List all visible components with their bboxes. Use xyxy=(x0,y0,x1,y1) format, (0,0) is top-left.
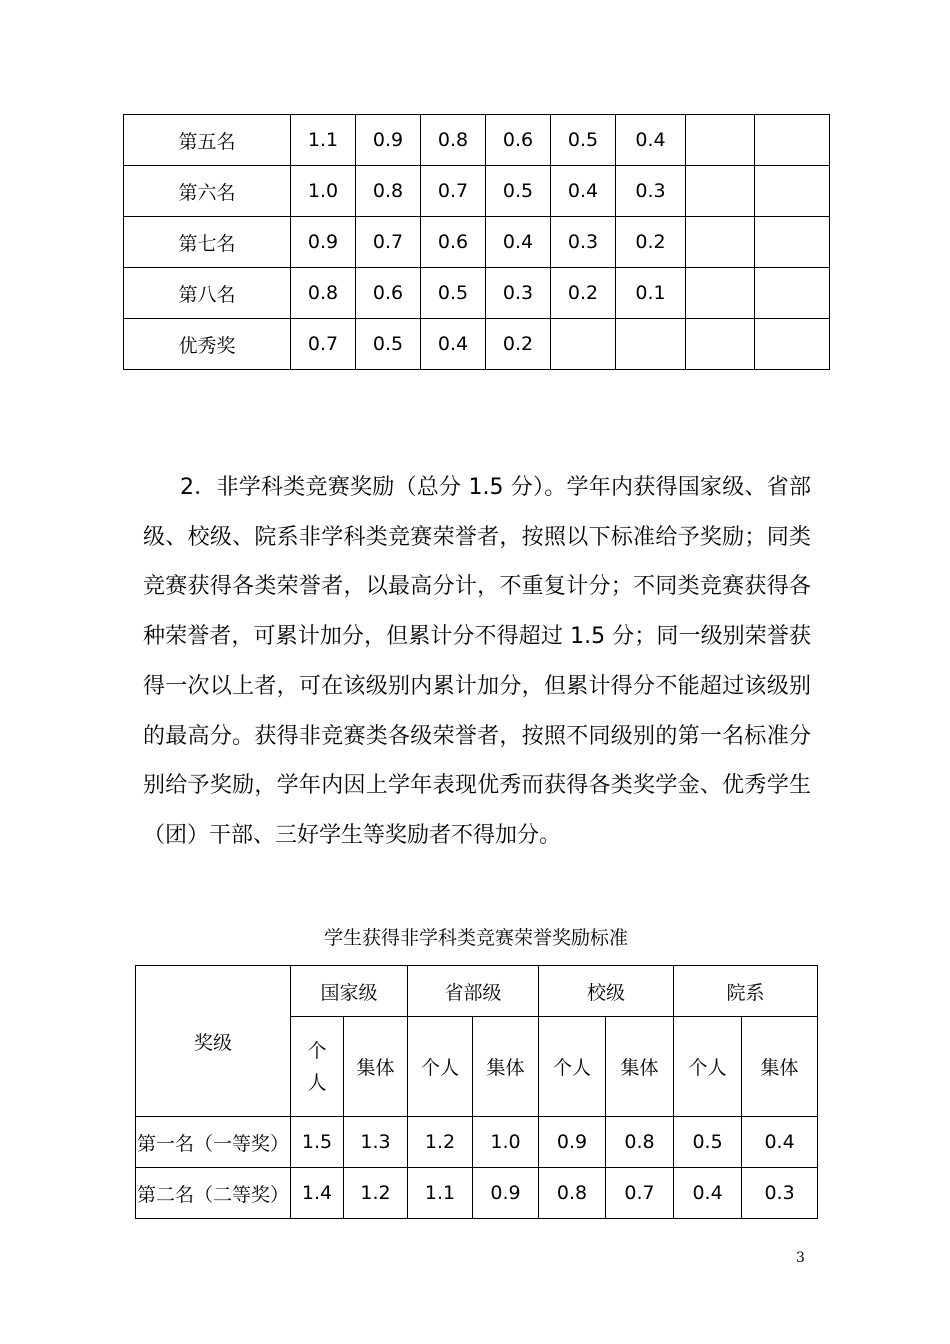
level-header: 校级 xyxy=(539,966,674,1017)
table-cell: 0.9 xyxy=(291,217,356,268)
table-cell xyxy=(755,217,830,268)
table-cell: 1.2 xyxy=(344,1168,408,1219)
table-cell: 1.1 xyxy=(291,115,356,166)
table-cell: 0.8 xyxy=(421,115,486,166)
table-cell: 0.7 xyxy=(606,1168,674,1219)
table-cell xyxy=(686,217,755,268)
table-cell xyxy=(686,115,755,166)
table-cell xyxy=(755,268,830,319)
table-cell: 0.5 xyxy=(486,166,551,217)
subheader-cell: 个人 xyxy=(539,1017,606,1117)
table-cell: 1.3 xyxy=(344,1117,408,1168)
table-cell xyxy=(686,166,755,217)
subheader-label: 个人 xyxy=(307,1039,327,1094)
table-cell: 1.2 xyxy=(408,1117,473,1168)
table-row xyxy=(124,115,830,166)
table-row xyxy=(136,1168,818,1219)
subheader-cell: 个人 xyxy=(408,1017,473,1117)
level-header: 院系 xyxy=(674,966,818,1017)
table-row xyxy=(124,268,830,319)
table-cell: 0.1 xyxy=(616,268,686,319)
table-cell: 0.6 xyxy=(486,115,551,166)
table-cell xyxy=(686,268,755,319)
table-cell: 0.4 xyxy=(486,217,551,268)
row-label: 第五名 xyxy=(124,115,291,166)
table-cell: 0.2 xyxy=(551,268,616,319)
row-label: 第八名 xyxy=(124,268,291,319)
non-academic-award-table xyxy=(135,965,818,1219)
table-cell: 0.3 xyxy=(551,217,616,268)
row-label: 第一名（一等奖） xyxy=(136,1117,291,1168)
row-label: 第六名 xyxy=(124,166,291,217)
table-row xyxy=(124,166,830,217)
table-cell xyxy=(755,115,830,166)
subheader-cell: 集体 xyxy=(473,1017,539,1117)
table-caption: 学生获得非学科类竞赛荣誉奖励标准 xyxy=(323,927,628,949)
subheader-cell: 集体 xyxy=(344,1017,408,1117)
award-score-table-continued xyxy=(123,114,830,370)
row-label: 优秀奖 xyxy=(124,319,291,370)
table-row xyxy=(136,1117,818,1168)
table-cell: 0.9 xyxy=(473,1168,539,1219)
body-paragraph: 2．非学科类竞赛奖励（总分 1.5 分）。学年内获得国家级、省部级、校级、院系非学科类竞赛荣誉者，按照以下标准给予奖励；同类竞赛获得各类荣誉者，以最高分计，不重复计分；不同类竞赛获得各种荣誉者，可累计加分，但累计分不得超过 1.5 分；同一级别荣誉获得一次以上者，可在该级别内累计加分，但累计得分不能超过该级别的最高分。获得非竞赛类各级荣誉者，按照不同级别的第一名标准分别给予奖励，学年内因上学年表现优秀而获得各类奖学金、优秀学生（团）干部、三好学生等奖励者不得加分。 xyxy=(143,475,811,848)
table-cell: 1.4 xyxy=(291,1168,344,1219)
table-cell: 0.7 xyxy=(356,217,421,268)
row-label: 第七名 xyxy=(124,217,291,268)
table-cell: 0.5 xyxy=(356,319,421,370)
table-cell: 0.8 xyxy=(606,1117,674,1168)
table-cell: 0.9 xyxy=(539,1117,606,1168)
table-cell: 0.4 xyxy=(616,115,686,166)
table-cell: 0.6 xyxy=(356,268,421,319)
subheader-cell: 集体 xyxy=(606,1017,674,1117)
table-cell: 0.4 xyxy=(421,319,486,370)
table-cell: 0.4 xyxy=(742,1117,818,1168)
table-cell: 0.2 xyxy=(486,319,551,370)
row-label: 第二名（二等奖） xyxy=(136,1168,291,1219)
table-cell: 0.6 xyxy=(421,217,486,268)
level-header: 国家级 xyxy=(291,966,408,1017)
table-cell: 1.5 xyxy=(291,1117,344,1168)
table-cell xyxy=(686,319,755,370)
table-cell: 0.5 xyxy=(421,268,486,319)
table-cell xyxy=(551,319,616,370)
table-cell: 0.8 xyxy=(291,268,356,319)
subheader-cell: 个人 xyxy=(674,1017,742,1117)
page-number: 3 xyxy=(796,1250,805,1266)
table-row xyxy=(124,319,830,370)
table-cell: 0.5 xyxy=(551,115,616,166)
table-cell: 0.3 xyxy=(486,268,551,319)
table-cell: 0.2 xyxy=(616,217,686,268)
table-cell xyxy=(616,319,686,370)
table-cell: 0.3 xyxy=(616,166,686,217)
table-cell: 0.7 xyxy=(421,166,486,217)
table-cell xyxy=(755,319,830,370)
table-cell: 0.7 xyxy=(291,319,356,370)
table-cell: 1.0 xyxy=(291,166,356,217)
table-cell: 1.1 xyxy=(408,1168,473,1219)
subheader-cell xyxy=(291,1017,344,1117)
subheader-cell: 集体 xyxy=(742,1017,818,1117)
table-cell: 1.0 xyxy=(473,1117,539,1168)
table-cell: 0.5 xyxy=(674,1117,742,1168)
table-cell: 0.4 xyxy=(674,1168,742,1219)
table-cell: 0.4 xyxy=(551,166,616,217)
table-cell: 0.9 xyxy=(356,115,421,166)
table-cell: 0.8 xyxy=(539,1168,606,1219)
table-row xyxy=(124,217,830,268)
header-row xyxy=(136,966,818,1017)
table-cell: 0.3 xyxy=(742,1168,818,1219)
table-cell xyxy=(755,166,830,217)
level-header: 省部级 xyxy=(408,966,539,1017)
table-cell: 0.8 xyxy=(356,166,421,217)
corner-header: 奖级 xyxy=(136,966,291,1117)
